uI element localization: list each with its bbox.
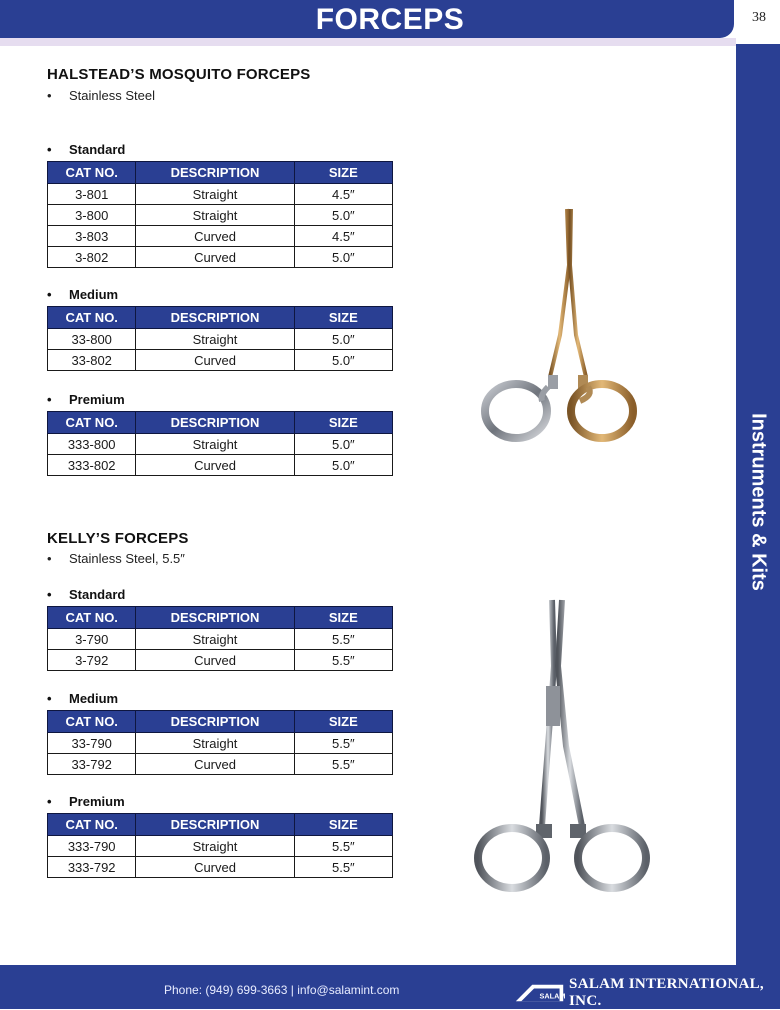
description-cell: Curved <box>136 650 294 671</box>
svg-text:SALAM: SALAM <box>539 991 566 1001</box>
column-header-cat-no: CAT NO. <box>48 814 136 836</box>
column-header-size: SIZE <box>294 162 392 184</box>
table-row <box>48 733 393 754</box>
catalog-table <box>47 411 393 476</box>
catalog-table <box>47 606 393 671</box>
column-header-size: SIZE <box>294 307 392 329</box>
column-header-description: DESCRIPTION <box>136 814 294 836</box>
size-cell: 5.0″ <box>294 434 392 455</box>
column-header-description: DESCRIPTION <box>136 711 294 733</box>
grade-label: • Premium <box>47 392 125 407</box>
table-row <box>48 329 393 350</box>
cat-no-cell: 3-800 <box>48 205 136 226</box>
grade-label: • Standard <box>47 142 126 157</box>
size-cell: 5.0″ <box>294 329 392 350</box>
size-cell: 5.5″ <box>294 754 392 775</box>
size-cell: 5.0″ <box>294 350 392 371</box>
section-title-kelly: KELLY’S FORCEPS <box>47 530 189 547</box>
column-header-size: SIZE <box>294 412 392 434</box>
table-header-row <box>48 412 393 434</box>
cat-no-cell: 333-802 <box>48 455 136 476</box>
description-cell: Straight <box>136 205 294 226</box>
grade-label: • Medium <box>47 287 119 302</box>
section-material-halstead: • Stainless Steel <box>47 88 155 103</box>
cat-no-cell: 3-803 <box>48 226 136 247</box>
cat-no-cell: 333-800 <box>48 434 136 455</box>
description-cell: Straight <box>136 629 294 650</box>
cat-no-cell: 3-802 <box>48 247 136 268</box>
grade-label: • Standard <box>47 587 126 602</box>
column-header-size: SIZE <box>294 814 392 836</box>
cat-no-cell: 3-792 <box>48 650 136 671</box>
column-header-cat-no: CAT NO. <box>48 711 136 733</box>
table-row <box>48 434 393 455</box>
column-header-description: DESCRIPTION <box>136 412 294 434</box>
description-cell: Curved <box>136 754 294 775</box>
column-header-cat-no: CAT NO. <box>48 307 136 329</box>
table-header-row <box>48 607 393 629</box>
table-row <box>48 184 393 205</box>
grade-label: • Medium <box>47 691 119 706</box>
table-header-row <box>48 711 393 733</box>
cat-no-cell: 33-792 <box>48 754 136 775</box>
cat-no-cell: 33-790 <box>48 733 136 754</box>
description-cell: Curved <box>136 857 294 878</box>
description-cell: Straight <box>136 329 294 350</box>
size-cell: 5.5″ <box>294 629 392 650</box>
catalog-table <box>47 710 393 775</box>
table-row <box>48 754 393 775</box>
cat-no-cell: 33-802 <box>48 350 136 371</box>
size-cell: 5.5″ <box>294 733 392 754</box>
size-cell: 5.5″ <box>294 650 392 671</box>
column-header-size: SIZE <box>294 711 392 733</box>
size-cell: 5.0″ <box>294 205 392 226</box>
table-row <box>48 629 393 650</box>
section-title-halstead: HALSTEAD’S MOSQUITO FORCEPS <box>47 66 311 83</box>
size-cell: 5.5″ <box>294 836 392 857</box>
catalog-table <box>47 161 393 268</box>
header-accent-strip <box>0 38 736 46</box>
description-cell: Straight <box>136 434 294 455</box>
section-material-kelly: • Stainless Steel, 5.5″ <box>47 551 185 566</box>
cat-no-cell: 333-790 <box>48 836 136 857</box>
column-header-description: DESCRIPTION <box>136 162 294 184</box>
description-cell: Curved <box>136 226 294 247</box>
table-header-row <box>48 162 393 184</box>
cat-no-cell: 333-792 <box>48 857 136 878</box>
description-cell: Curved <box>136 350 294 371</box>
table-row <box>48 857 393 878</box>
table-row <box>48 247 393 268</box>
catalog-table <box>47 306 393 371</box>
description-cell: Straight <box>136 733 294 754</box>
table-row <box>48 836 393 857</box>
description-cell: Straight <box>136 184 294 205</box>
page-title: FORCEPS <box>315 3 465 36</box>
table-row <box>48 226 393 247</box>
kelly-forceps-image <box>470 596 660 896</box>
table-row <box>48 650 393 671</box>
grade-label: • Premium <box>47 794 125 809</box>
description-cell: Curved <box>136 247 294 268</box>
size-cell: 4.5″ <box>294 226 392 247</box>
column-header-description: DESCRIPTION <box>136 607 294 629</box>
company-logo <box>514 976 780 1010</box>
column-header-size: SIZE <box>294 607 392 629</box>
column-header-cat-no: CAT NO. <box>48 162 136 184</box>
column-header-description: DESCRIPTION <box>136 307 294 329</box>
column-header-cat-no: CAT NO. <box>48 607 136 629</box>
cat-no-cell: 3-790 <box>48 629 136 650</box>
page-number: 38 <box>752 10 766 25</box>
table-header-row <box>48 814 393 836</box>
side-tab-label: Instruments & Kits <box>747 413 770 591</box>
size-cell: 5.5″ <box>294 857 392 878</box>
size-cell: 5.0″ <box>294 247 392 268</box>
salam-logo-icon <box>514 982 565 1004</box>
table-row <box>48 205 393 226</box>
cat-no-cell: 3-801 <box>48 184 136 205</box>
table-header-row <box>48 307 393 329</box>
company-name: SALAM INTERNATIONAL, INC. <box>569 976 764 1009</box>
mosquito-forceps-image <box>470 205 650 450</box>
table-row <box>48 350 393 371</box>
size-cell: 4.5″ <box>294 184 392 205</box>
catalog-table <box>47 813 393 878</box>
size-cell: 5.0″ <box>294 455 392 476</box>
footer-contact: Phone: (949) 699-3663 | info@salamint.com <box>164 983 400 997</box>
cat-no-cell: 33-800 <box>48 329 136 350</box>
description-cell: Straight <box>136 836 294 857</box>
table-row <box>48 455 393 476</box>
description-cell: Curved <box>136 455 294 476</box>
column-header-cat-no: CAT NO. <box>48 412 136 434</box>
